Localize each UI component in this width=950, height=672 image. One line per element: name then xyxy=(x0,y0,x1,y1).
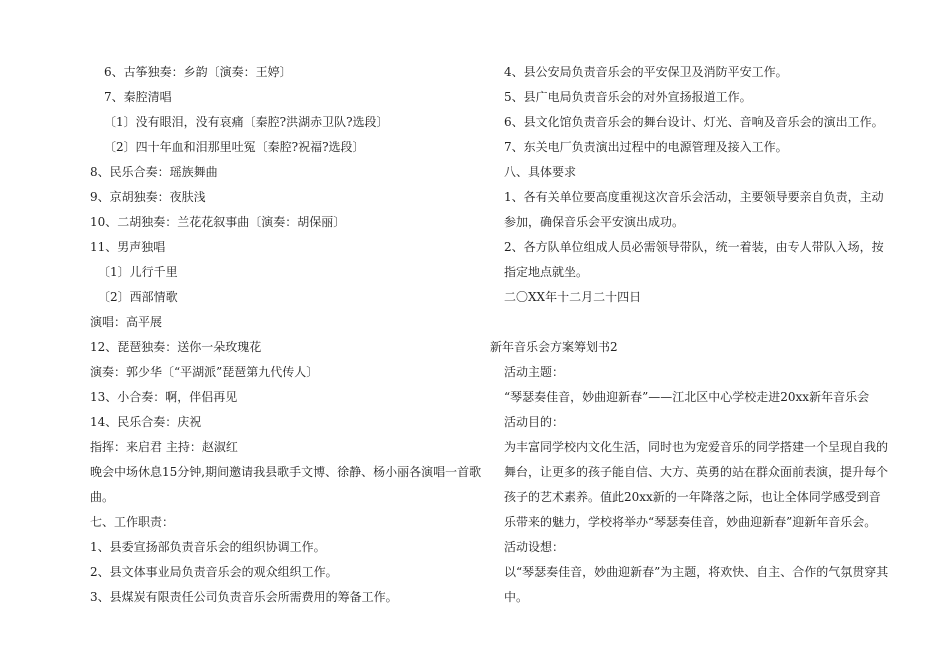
performer-line: 演奏：郭少华〔“平湖派”琵琶第九代传人〕 xyxy=(90,365,319,379)
program-subitem: 〔1〕没有眼泪，没有哀痛〔秦腔?洪湖赤卫队?选段〕 xyxy=(104,115,389,129)
duty-item-2: 2、县文体事业局负责音乐会的观众组织工作。 xyxy=(90,565,338,579)
document-date: 二〇XX年十二月二十四日 xyxy=(504,290,642,304)
duty-item-6: 6、县文化馆负责音乐会的舞台设计、灯光、音响及音乐会的演出工作。 xyxy=(504,115,884,129)
program-item-7: 7、秦腔清唱 xyxy=(104,90,172,104)
program-item-11: 11、男声独唱 xyxy=(90,240,166,254)
program-subitem: 〔1〕儿行千里 xyxy=(98,265,178,279)
performer-line: 演唱：高平展 xyxy=(90,315,163,329)
label-activity-theme: 活动主题： xyxy=(504,365,565,379)
duty-item-4: 4、县公安局负责音乐会的平安保卫及消防平安工作。 xyxy=(504,65,788,79)
section-heading-requirements: 八、具体要求 xyxy=(504,165,577,179)
program-item-10: 10、二胡独奏：兰花花叙事曲〔演奏：胡保丽〕 xyxy=(90,215,346,229)
duty-item-1: 1、县委宣扬部负责音乐会的组织协调工作。 xyxy=(90,540,326,554)
program-item-6: 6、古筝独奏：乡韵〔演奏：王婷〕 xyxy=(104,65,292,79)
duty-item-5: 5、县广电局负责音乐会的对外宣扬报道工作。 xyxy=(504,90,752,104)
requirement-item-1: 1、各有关单位要高度重视这次音乐会活动，主要领导要亲自负责，主动参加，确保音乐会平安演出成功。 xyxy=(504,190,884,229)
program-subitem: 〔2〕西部情歌 xyxy=(98,290,178,304)
right-column xyxy=(490,60,890,610)
program-subitem: 〔2〕四十年血和泪那里吐冤〔秦腔?祝福?选段〕 xyxy=(104,140,365,154)
label-activity-purpose: 活动目的： xyxy=(504,415,565,429)
program-item-12: 12、琵琶独奏：送你一朵玫瑰花 xyxy=(90,340,262,354)
section-heading-duties: 七、工作职责： xyxy=(90,515,175,529)
activity-theme-text: “琴瑟奏佳音，妙曲迎新春”——江北区中心学校走进20xx新年音乐会 xyxy=(504,390,870,404)
activity-concept-paragraph: 以“琴瑟奏佳音，妙曲迎新春”为主题，将欢快、自主、合作的气氛贯穿其中。 xyxy=(504,565,889,604)
duty-item-7: 7、东关电厂负责演出过程中的电源管理及接入工作。 xyxy=(504,140,788,154)
intermission-paragraph: 晚会中场休息15分钟,期间邀请我县歌手文博、徐静、杨小丽各演唱一首歌曲。 xyxy=(90,465,482,504)
activity-purpose-paragraph: 为丰富同学校内文化生活，同时也为宠爱音乐的同学搭建一个呈现自我的舞台，让更多的孩子能自信、大方、英勇的站在群众面前表演，提升每个孩子的艺术素养。值此20xx新的一年降落之际，也让全体同学感受到音乐带来的魅力，学校将举办“琴瑟奏佳音，妙曲迎新春”迎新年音乐会。 xyxy=(504,440,889,529)
program-item-13: 13、小合奏：啊，伴侣再见 xyxy=(90,390,238,404)
plan-title-2: 新年音乐会方案筹划书2 xyxy=(490,340,618,354)
program-item-8: 8、民乐合奏：瑶族舞曲 xyxy=(90,165,218,179)
program-item-14: 14、民乐合奏：庆祝 xyxy=(90,415,202,429)
left-column xyxy=(90,60,490,610)
duty-item-3: 3、县煤炭有限责任公司负责音乐会所需费用的筹备工作。 xyxy=(90,590,398,604)
label-activity-concept: 活动设想： xyxy=(504,540,565,554)
program-item-9: 9、京胡独奏：夜肤浅 xyxy=(90,190,206,204)
requirement-item-2: 2、各方队单位组成人员必需领导带队，统一着装，由专人带队入场，按指定地点就坐。 xyxy=(504,240,884,279)
conductor-host-line: 指挥：来启君 主持：赵淑红 xyxy=(90,440,238,454)
